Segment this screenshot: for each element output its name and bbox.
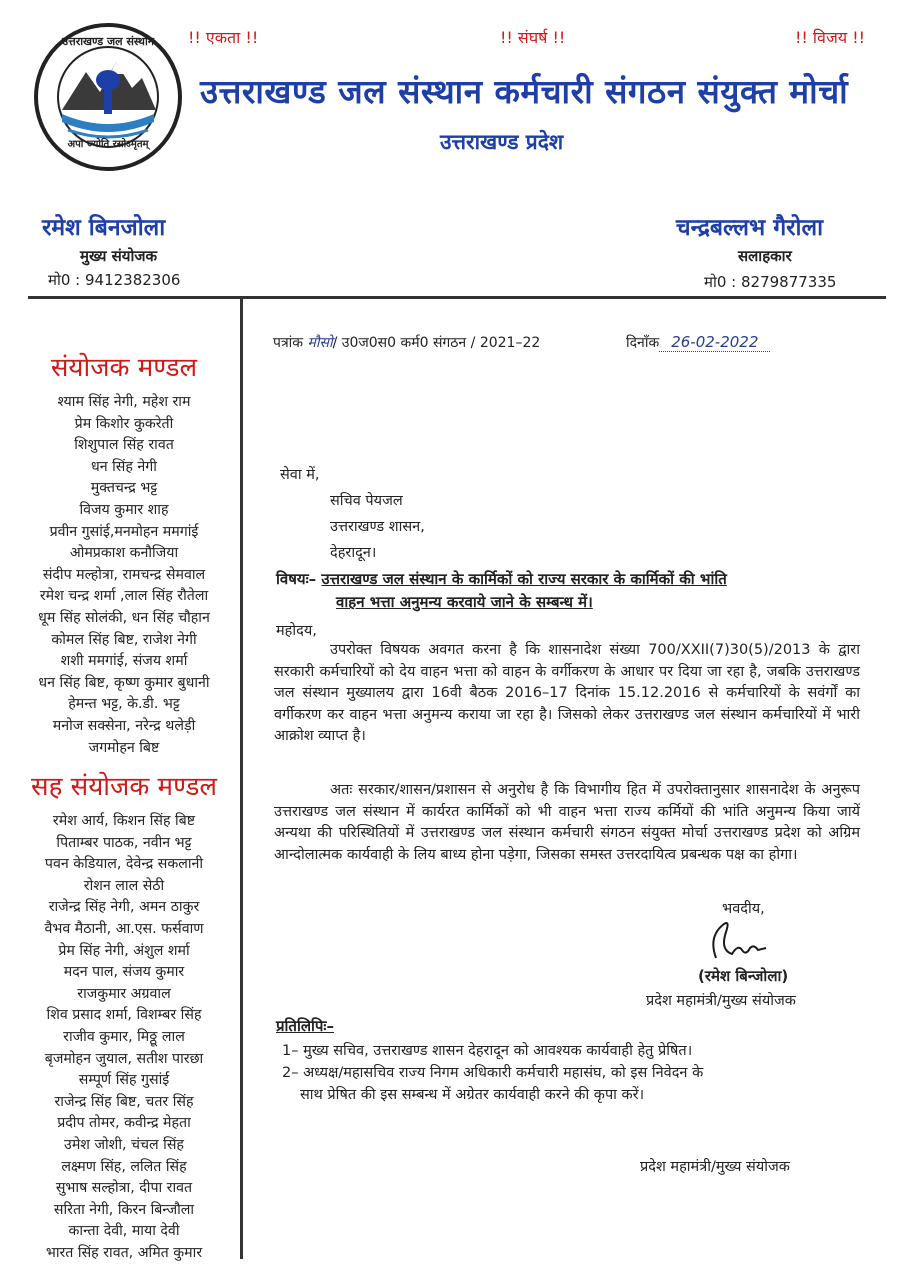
copy-label: प्रतिलिपिः– bbox=[276, 1017, 334, 1035]
list-item: रमेश चन्द्र शर्मा ,लाल सिंह रौतेला bbox=[39, 588, 209, 605]
reference-label: पत्रांक bbox=[273, 335, 304, 351]
paragraph-1: उपरोक्त विषयक अवगत करना है कि शासनादेश संख्या 700/XXII(7)30(5)/2013 के द्वारा सरकारी कर्मचारियों को देय वाहन भत्ता को वाहन के वर्गीकरण के आधार पर दिया जा रहा है, जबकि उत्तराखण्ड जल संस्थान मुख्यालय द्वारा 16वी बैठक 2016–17 दिनांक 15.12.2016 से कर्मचारियों के सवंर्गों का वर्गीकरण कर वाहन भत्ता अनुमन्य कराया जा रहा है। जिसको लेकर उत्तराखण्ड जल संस्थान कर्मचारियों में भारी आक्रोश व्याप्त है। bbox=[274, 642, 860, 744]
list-item: भारत सिंह रावत, अमित कुमार bbox=[45, 1244, 203, 1261]
date-value: 26-02-2022 bbox=[659, 333, 770, 352]
addressee-line-2: उत्तराखण्ड शासन, bbox=[330, 519, 425, 535]
reference-rest: / उ0ज0स0 कर्म0 संगठन / 2021–22 bbox=[332, 335, 541, 351]
sidebar-section2-list bbox=[10, 811, 238, 1264]
sidebar-divider bbox=[240, 299, 243, 1259]
list-item: शशी ममगांई, संजय शर्मा bbox=[60, 653, 188, 670]
logo-motto-text: अपो ज्योति रसोऽमृतम् bbox=[67, 139, 149, 150]
list-item: जगमोहन बिष्ट bbox=[88, 739, 160, 756]
left-person-mobile: मो0 : 9412382306 bbox=[48, 271, 181, 289]
list-item: शिव प्रसाद शर्मा, विशम्बर सिंह bbox=[46, 1007, 202, 1024]
list-item: सुभाष सल्होत्रा, दीपा रावत bbox=[55, 1180, 193, 1197]
salutation: महोदय, bbox=[276, 623, 317, 639]
motto-right: !! विजय !! bbox=[795, 28, 866, 47]
addressee-line-3: देहरादून। bbox=[330, 545, 377, 561]
list-item: विजय कुमार शाह bbox=[79, 501, 169, 518]
letter-date bbox=[626, 333, 770, 352]
subject-label: विषयः– bbox=[276, 570, 317, 588]
list-item: सम्पूर्ण सिंह गुसांई bbox=[78, 1072, 170, 1089]
right-person-role: सलाहकार bbox=[738, 247, 792, 265]
list-item: लक्ष्मण सिंह, ललित सिंह bbox=[61, 1158, 187, 1175]
logo-arc-text: उत्तराखण्ड जल संस्थान bbox=[62, 35, 154, 48]
list-item: पिताम्बर पाठक, नवीन भट्ट bbox=[56, 834, 192, 851]
list-item: प्रेम सिंह नेगी, अंशुल शर्मा bbox=[58, 942, 190, 959]
list-item: राजेन्द्र सिंह नेगी, अमन ठाकुर bbox=[48, 899, 200, 916]
list-item: राजकुमार अग्रवाल bbox=[77, 985, 171, 1002]
list-item: बृजमोहन जुयाल, सतीश पारछा bbox=[44, 1050, 204, 1067]
list-item: पवन केडियाल, देवेन्द्र सकलानी bbox=[44, 856, 204, 873]
list-item: वैभव मैठानी, आ.एस. फर्सवाण bbox=[44, 921, 204, 938]
subject bbox=[276, 568, 727, 590]
sidebar-section1-list bbox=[10, 392, 238, 759]
list-item: मुक्तचन्द्र भट्ट bbox=[90, 480, 158, 497]
list-item: कान्ता देवी, माया देवी bbox=[68, 1223, 180, 1240]
list-item: संदीप मल्होत्रा, रामचन्द्र सेमवाल bbox=[42, 566, 206, 583]
list-item: मदन पाल, संजय कुमार bbox=[63, 964, 185, 981]
list-item: प्रेम किशोर कुकरेती bbox=[74, 415, 174, 432]
date-label: दिनाँक bbox=[626, 335, 660, 351]
list-item: ओमप्रकाश कनौजिया bbox=[69, 545, 179, 562]
signer-role: प्रदेश महामंत्री/मुख्य संयोजक bbox=[646, 993, 796, 1009]
subject-line-1: उत्तराखण्ड जल संस्थान के कार्मिकों को राज्य सरकार के कार्मिकों की भांति bbox=[321, 570, 727, 588]
list-item: शिशुपाल सिंह रावत bbox=[74, 437, 174, 454]
copy-item-1: 1– मुख्य सचिव, उत्तराखण्ड शासन देहरादून को आवश्यक कार्यवाही हेतु प्रेषित। bbox=[282, 1043, 693, 1059]
signer-name: (रमेश बिन्जोला) bbox=[698, 967, 789, 985]
signature-icon bbox=[686, 918, 796, 964]
list-item: उमेश जोशी, चंचल सिंह bbox=[64, 1137, 184, 1153]
list-item: धन सिंह बिष्ट, कृष्ण कुमार बुधानी bbox=[38, 674, 210, 691]
copy-item-2-line-2: साथ प्रेषित की इस सम्बन्ध में अग्रेतर कार्यवाही करने की कृपा करें। bbox=[300, 1087, 645, 1103]
sidebar-section2-title: सह संयोजक मण्डल bbox=[31, 772, 217, 803]
list-item: सरिता नेगी, किरन बिन्जौला bbox=[53, 1201, 195, 1218]
right-person-name: चन्द्रबल्लभ गैरोला bbox=[676, 215, 824, 241]
organization-subtitle: उत्तराखण्ड प्रदेश bbox=[440, 130, 564, 154]
left-person-name: रमेश बिनजोला bbox=[42, 215, 166, 241]
list-item: मनोज सक्सेना, नरेन्द्र थलेड़ी bbox=[52, 717, 196, 734]
signature bbox=[686, 918, 796, 964]
reference-handwritten: मौसो bbox=[307, 335, 333, 351]
addressee-label: सेवा में, bbox=[280, 467, 320, 483]
list-item: कोमल सिंह बिष्ट, राजेश नेगी bbox=[51, 631, 197, 648]
reference-number bbox=[273, 333, 540, 352]
list-item: हेमन्त भट्ट, के.डी. भट्ट bbox=[68, 696, 180, 713]
footer-role: प्रदेश महामंत्री/मुख्य संयोजक bbox=[640, 1159, 790, 1175]
list-item: राजीव कुमार, मिठ्ठू लाल bbox=[63, 1029, 185, 1046]
sidebar bbox=[10, 348, 238, 1265]
paragraph-2: अतः सरकार/शासन/प्रशासन से अनुरोध है कि विभागीय हित में उपरोक्तानुसार शासनादेश के अनुरूप उत्तराखण्ड जल संस्थान में कार्यरत कार्मिकों को भी वाहन भत्ता राज्य कर्मियों की भांति अनुमन्य किया जायें अन्यथा की परिस्थितियों में उत्तराखण्ड जल संस्थान कर्मचारी संगठन संयुक्त मोर्चा उत्तराखण्ड प्रदेश को अग्रिम आन्दोलात्मक कार्यवाही के लिय बाध्य होना पड़ेगा, जिसका समस्त उत्तरदायित्व प्रबन्धक पक्ष का होगा। bbox=[274, 782, 860, 863]
list-item: रोशन लाल सेठी bbox=[83, 877, 165, 894]
list-item: धूम सिंह सोलंकी, धन सिंह चौहान bbox=[38, 609, 210, 626]
closing: भवदीय, bbox=[722, 901, 765, 917]
copy-item-2-line-1: 2– अध्यक्ष/महासचिव राज्य निगम अधिकारी कर्मचारी महासंघ, को इस निवेदन के bbox=[282, 1065, 704, 1081]
motto-center: !! संघर्ष !! bbox=[500, 28, 566, 47]
list-item: प्रदीप तोमर, कवीन्द्र मेहता bbox=[57, 1115, 191, 1132]
sidebar-section1-title: संयोजक मण्डल bbox=[50, 353, 198, 383]
right-person-mobile: मो0 : 8279877335 bbox=[704, 273, 837, 291]
list-item: राजेन्द्र सिंह बिष्ट, चतर सिंह bbox=[54, 1093, 194, 1110]
list-item: श्याम सिंह नेगी, महेश राम bbox=[57, 394, 191, 410]
subject-line-2: वाहन भत्ता अनुमन्य करवाये जाने के सम्बन्ध में। bbox=[336, 593, 593, 611]
list-item: प्रवीन गुसांई,मनमोहन ममगांई bbox=[49, 523, 199, 540]
list-item: रमेश आर्य, किशन सिंह बिष्ट bbox=[52, 813, 196, 830]
left-person-role: मुख्य संयोजक bbox=[80, 247, 158, 265]
header-divider bbox=[28, 296, 886, 299]
organization-title: उत्तराखण्ड जल संस्थान कर्मचारी संगठन संयुक्त मोर्चा bbox=[200, 72, 849, 111]
list-item: धन सिंह नेगी bbox=[91, 458, 157, 475]
motto-left: !! एकता !! bbox=[188, 28, 259, 47]
addressee-line-1: सचिव पेयजल bbox=[330, 493, 403, 509]
